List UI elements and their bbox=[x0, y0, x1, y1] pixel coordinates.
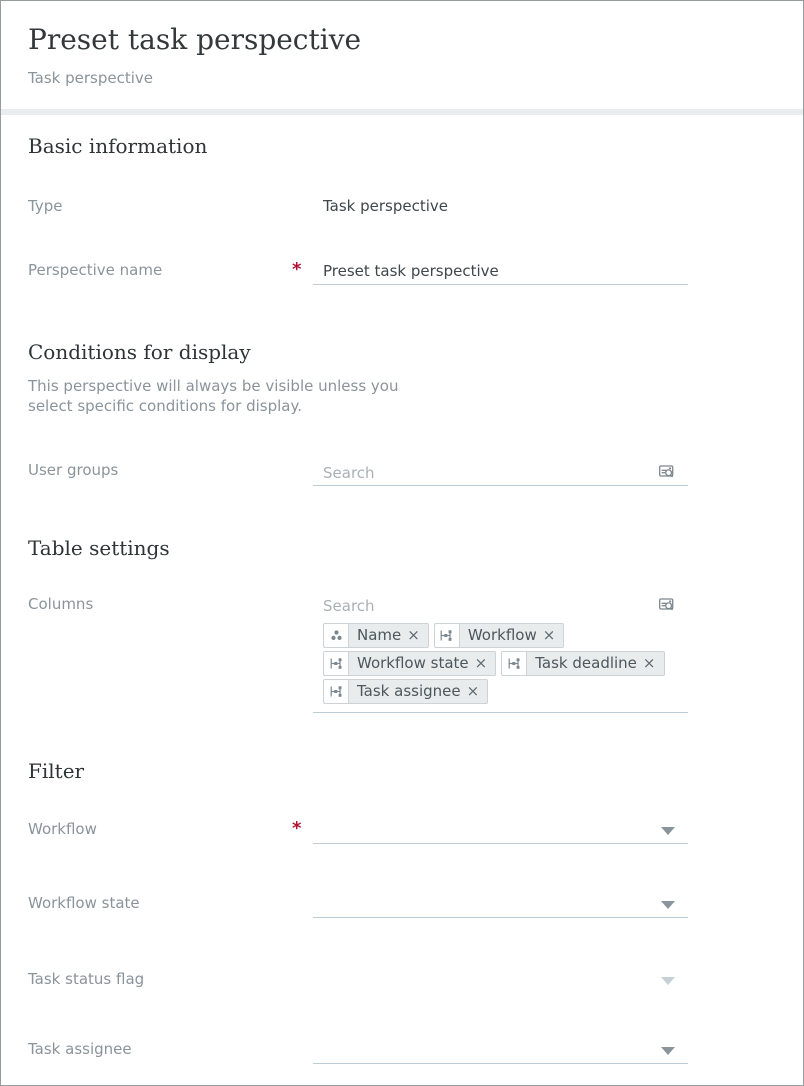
field-row-workflow bbox=[28, 819, 776, 844]
type-label: Type bbox=[28, 197, 63, 215]
chip-label: Task assignee bbox=[357, 682, 461, 700]
field-row-task-status-flag bbox=[28, 969, 776, 993]
hierarchy-icon bbox=[435, 624, 460, 647]
workflow-state-select-field bbox=[313, 893, 688, 918]
chevron-down-icon bbox=[661, 827, 675, 835]
hierarchy-icon bbox=[502, 652, 527, 675]
column-chip-task-deadline[interactable] bbox=[501, 651, 664, 676]
workflow-select-field bbox=[313, 819, 688, 844]
task-status-flag-select-field bbox=[313, 969, 688, 993]
chip-label: Workflow bbox=[467, 626, 537, 644]
required-marker: * bbox=[292, 818, 302, 839]
field-row-type bbox=[28, 196, 776, 217]
group-dots-icon bbox=[324, 624, 349, 647]
selected-columns-list bbox=[313, 618, 688, 712]
columns-label: Columns bbox=[28, 595, 94, 613]
section-heading-basic-information: Basic information bbox=[28, 134, 208, 158]
conditions-description bbox=[28, 376, 776, 416]
conditions-description-line2: select specific conditions for display. bbox=[28, 397, 302, 415]
page-subtitle: Task perspective bbox=[28, 69, 154, 87]
field-row-workflow-state bbox=[28, 893, 776, 918]
chip-label: Task deadline bbox=[535, 654, 637, 672]
chip-remove-icon[interactable]: × bbox=[542, 626, 556, 644]
column-chip-task-assignee[interactable] bbox=[323, 679, 488, 704]
workflow-state-select[interactable] bbox=[313, 893, 688, 917]
field-row-task-assignee bbox=[28, 1039, 776, 1064]
field-row-user-groups bbox=[28, 460, 776, 486]
type-value-container bbox=[313, 196, 688, 217]
columns-search-input[interactable] bbox=[313, 595, 658, 617]
section-heading-filter: Filter bbox=[28, 759, 85, 783]
perspective-name-input[interactable] bbox=[313, 260, 688, 282]
column-chip-workflow-state[interactable] bbox=[323, 651, 496, 676]
user-groups-label: User groups bbox=[28, 461, 119, 479]
chip-remove-icon[interactable]: × bbox=[466, 682, 480, 700]
chip-label: Name bbox=[357, 626, 402, 644]
user-groups-search-input[interactable] bbox=[313, 462, 658, 484]
list-search-icon[interactable] bbox=[658, 596, 675, 613]
conditions-description-line1: This perspective will always be visible unless you bbox=[28, 377, 399, 395]
field-row-columns bbox=[28, 594, 776, 713]
workflow-label: Workflow bbox=[28, 820, 97, 838]
section-heading-table-settings: Table settings bbox=[28, 536, 170, 560]
chip-label: Workflow state bbox=[357, 654, 469, 672]
chip-remove-icon[interactable]: × bbox=[407, 626, 420, 644]
chevron-down-icon bbox=[661, 977, 675, 985]
page-header bbox=[1, 1, 803, 88]
chip-remove-icon[interactable]: × bbox=[642, 654, 656, 672]
section-heading-conditions: Conditions for display bbox=[28, 340, 251, 364]
form-content bbox=[1, 133, 803, 1064]
workflow-state-label: Workflow state bbox=[28, 894, 140, 912]
list-search-icon[interactable] bbox=[658, 463, 675, 480]
task-assignee-select[interactable] bbox=[313, 1039, 688, 1063]
field-row-perspective-name bbox=[28, 260, 776, 285]
chevron-down-icon bbox=[661, 901, 675, 909]
task-assignee-select-field bbox=[313, 1039, 688, 1064]
column-chip-workflow[interactable] bbox=[434, 623, 564, 648]
workflow-select[interactable] bbox=[313, 819, 688, 843]
page-title: Preset task perspective bbox=[28, 23, 362, 56]
header-divider bbox=[1, 109, 803, 115]
task-status-flag-select bbox=[313, 969, 688, 993]
chevron-down-icon bbox=[661, 1047, 675, 1055]
task-status-flag-label: Task status flag bbox=[28, 970, 145, 988]
required-marker: * bbox=[292, 259, 302, 280]
perspective-name-label: Perspective name bbox=[28, 261, 163, 279]
hierarchy-icon bbox=[324, 680, 349, 703]
user-groups-field bbox=[313, 460, 688, 486]
column-chip-name[interactable] bbox=[323, 623, 429, 648]
type-value: Task perspective bbox=[323, 197, 449, 215]
columns-field bbox=[313, 594, 688, 713]
chip-remove-icon[interactable]: × bbox=[474, 654, 488, 672]
hierarchy-icon bbox=[324, 652, 349, 675]
perspective-name-field bbox=[313, 260, 688, 285]
task-assignee-label: Task assignee bbox=[28, 1040, 132, 1058]
